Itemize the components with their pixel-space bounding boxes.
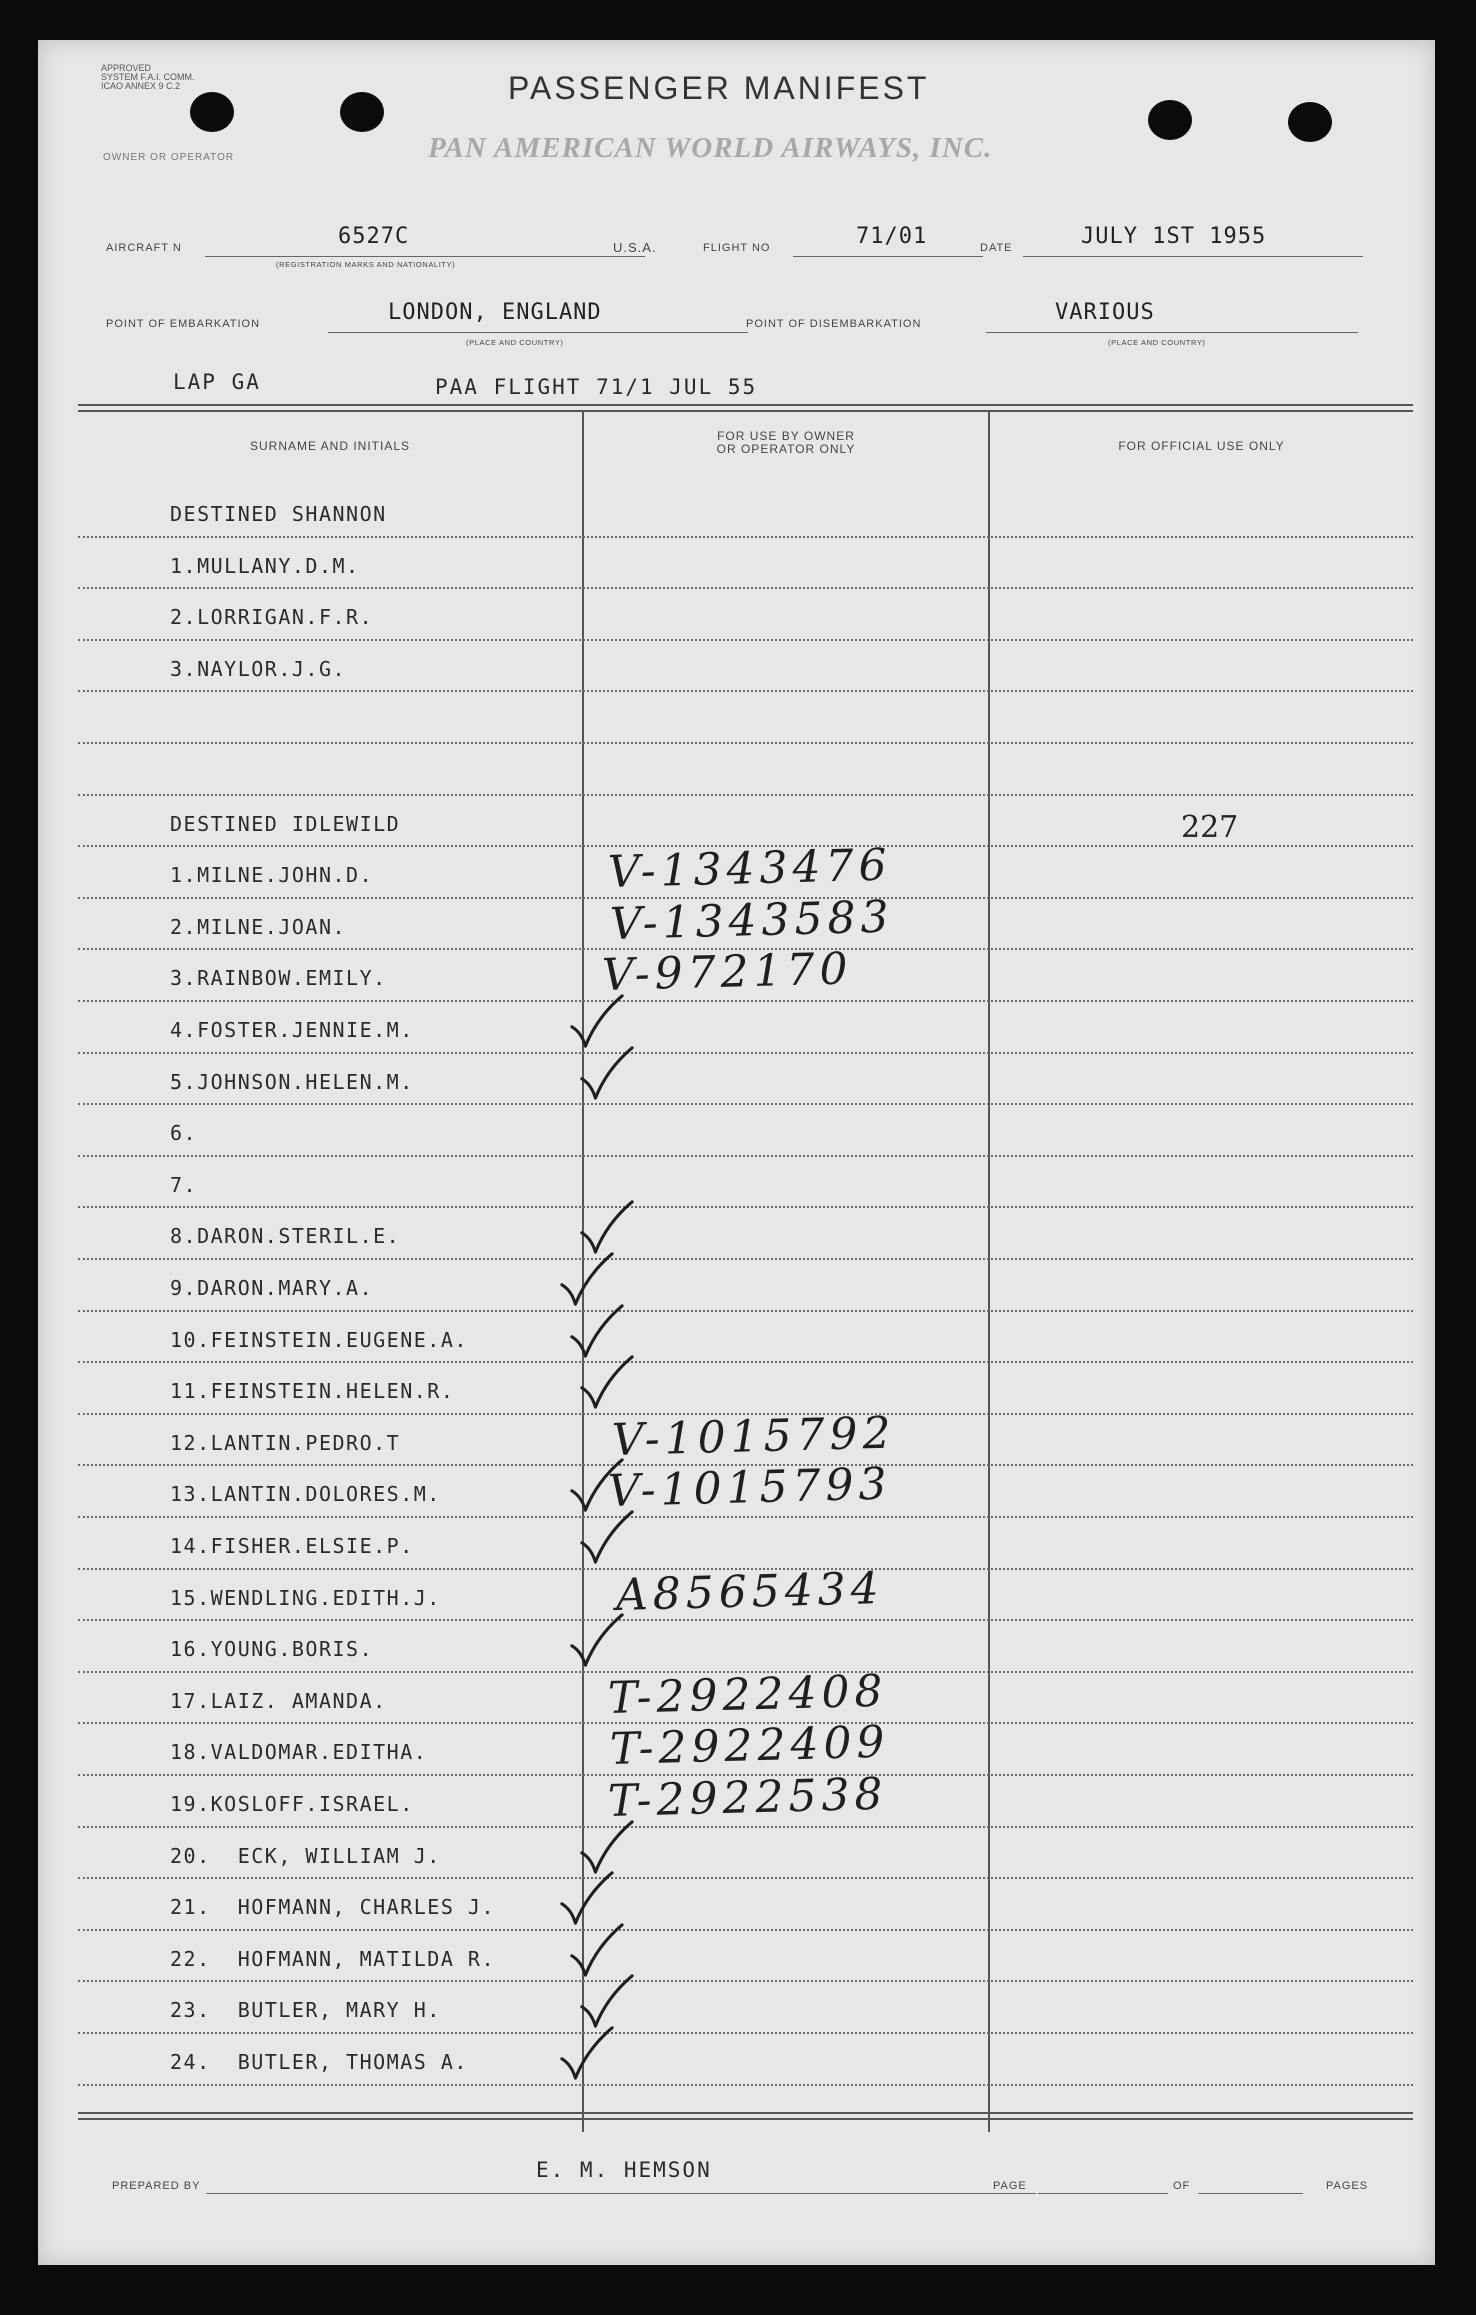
passenger-name: 17.LAIZ. AMANDA. xyxy=(170,1688,387,1713)
aircraft-number: 6527C xyxy=(338,224,410,249)
pages-label: PAGES xyxy=(1326,2180,1369,2192)
row-divider xyxy=(78,2032,1413,2034)
row-divider xyxy=(78,1516,1413,1518)
approval-stamp xyxy=(101,64,195,91)
prepared-by-value: E. M. HEMSON xyxy=(536,2158,712,2182)
embarkation-value: LONDON, ENGLAND xyxy=(388,300,602,325)
row-divider xyxy=(78,1000,1413,1002)
check-mark-icon xyxy=(578,1508,636,1566)
flight-note-right: PAA FLIGHT 71/1 JUL 55 xyxy=(435,375,758,399)
check-mark-icon xyxy=(578,1198,636,1256)
stamp-line: APPROVED xyxy=(101,63,152,73)
check-mark-icon xyxy=(558,2024,616,2082)
handwritten-document-number: T-2922408 xyxy=(607,1665,889,1724)
passenger-name: 16.YOUNG.BORIS. xyxy=(170,1637,374,1662)
row-divider xyxy=(78,1206,1413,1208)
passenger-name: 2.LORRIGAN.F.R. xyxy=(170,605,374,630)
check-mark-icon xyxy=(558,1250,616,1308)
embarkation-label: POINT OF EMBARKATION xyxy=(106,318,261,330)
check-mark-icon xyxy=(568,1611,626,1669)
check-mark-icon xyxy=(568,992,626,1050)
destination-heading: DESTINED IDLEWILD xyxy=(170,811,401,836)
passenger-name: 23. BUTLER, MARY H. xyxy=(170,1998,441,2023)
column-header-official: FOR OFFICIAL USE ONLY xyxy=(1118,439,1285,453)
flight-label: FLIGHT NO xyxy=(703,242,771,254)
passenger-name: 20. ECK, WILLIAM J. xyxy=(170,1843,441,1868)
page-title: PASSENGER MANIFEST xyxy=(508,70,930,106)
passenger-name: 7. xyxy=(170,1172,198,1197)
disembarkation-label: POINT OF DISEMBARKATION xyxy=(746,318,922,330)
row-divider xyxy=(78,1258,1413,1260)
passenger-name: 3.RAINBOW.EMILY. xyxy=(170,966,387,991)
passenger-name: 9.DARON.MARY.A. xyxy=(170,1276,374,1300)
check-mark-icon xyxy=(578,1044,636,1102)
passenger-name: 15.WENDLING.EDITH.J. xyxy=(170,1585,441,1610)
punch-hole xyxy=(1288,102,1332,142)
owner-label: OWNER OR OPERATOR xyxy=(103,152,235,163)
passenger-name: 5.JOHNSON.HELEN.M. xyxy=(170,1069,414,1094)
stamp-line: SYSTEM F.A.I. COMM. xyxy=(101,72,195,82)
row-divider xyxy=(78,587,1413,589)
check-mark-icon xyxy=(568,1302,626,1360)
flight-number: 71/01 xyxy=(856,224,928,249)
passenger-name: 22. HOFMANN, MATILDA R. xyxy=(170,1946,495,1971)
of-label: OF xyxy=(1173,2180,1191,2192)
row-divider xyxy=(78,1052,1413,1054)
handwritten-document-number: V-972170 xyxy=(601,943,854,1002)
row-divider xyxy=(78,1877,1413,1879)
stamp-line: ICAO ANNEX 9 C.2 xyxy=(101,81,181,91)
punch-hole xyxy=(1148,100,1192,140)
aircraft-sublabel: (REGISTRATION MARKS AND NATIONALITY) xyxy=(276,260,456,269)
passenger-name: 10.FEINSTEIN.EUGENE.A. xyxy=(170,1327,468,1352)
date-label: DATE xyxy=(980,242,1013,254)
passenger-name: 13.LANTIN.DOLORES.M. xyxy=(170,1482,441,1507)
handwritten-document-number: V-1343583 xyxy=(609,891,895,950)
handwritten-document-number: V-1343476 xyxy=(607,839,893,899)
passenger-name: 4.FOSTER.JENNIE.M. xyxy=(170,1018,414,1042)
embarkation-sublabel: (PLACE AND COUNTRY) xyxy=(466,338,564,347)
row-divider xyxy=(78,794,1413,796)
passenger-name: 24. BUTLER, THOMAS A. xyxy=(170,2050,468,2074)
disembarkation-value: VARIOUS xyxy=(1055,300,1155,325)
check-mark-icon xyxy=(578,1972,636,2030)
row-divider xyxy=(78,1929,1413,1931)
passenger-name: 14.FISHER.ELSIE.P. xyxy=(170,1534,414,1558)
passenger-name: 18.VALDOMAR.EDITHA. xyxy=(170,1740,428,1765)
row-divider xyxy=(78,742,1413,744)
destination-heading: DESTINED SHANNON xyxy=(170,502,387,526)
official-note: 227 xyxy=(1181,810,1239,845)
aircraft-label: AIRCRAFT N xyxy=(106,242,182,254)
handwritten-document-number: A8565434 xyxy=(615,1562,885,1621)
passenger-name: 8.DARON.STERIL.E. xyxy=(170,1224,401,1249)
check-mark-icon xyxy=(578,1818,636,1876)
passenger-name: 6. xyxy=(170,1121,198,1146)
passenger-name: 21. HOFMANN, CHARLES J. xyxy=(170,1895,495,1920)
passenger-name: 11.FEINSTEIN.HELEN.R. xyxy=(170,1379,455,1404)
check-mark-icon xyxy=(568,1456,626,1514)
check-mark-icon xyxy=(568,1921,626,1979)
handwritten-document-number: V-1015792 xyxy=(611,1407,897,1466)
row-divider xyxy=(78,2084,1413,2086)
flight-date: JULY 1ST 1955 xyxy=(1081,224,1267,249)
row-divider xyxy=(78,1155,1413,1157)
row-divider xyxy=(78,1980,1413,1982)
handwritten-document-number: T-2922409 xyxy=(609,1717,891,1776)
row-divider xyxy=(78,639,1413,641)
owner-value: PAN AMERICAN WORLD AIRWAYS, INC. xyxy=(428,132,993,164)
row-divider xyxy=(78,1103,1413,1105)
aircraft-country: U.S.A. xyxy=(613,240,657,255)
column-header-owner-use: FOR USE BY OWNER OR OPERATOR ONLY xyxy=(716,429,856,456)
punch-hole xyxy=(340,92,384,132)
handwritten-document-number: V-1015793 xyxy=(607,1458,893,1518)
passenger-name: 12.LANTIN.PEDRO.T xyxy=(170,1430,401,1455)
passenger-name: 3.NAYLOR.J.G. xyxy=(170,656,347,681)
handwritten-document-number: T-2922538 xyxy=(607,1768,889,1827)
check-mark-icon xyxy=(578,1353,636,1411)
passenger-name: 2.MILNE.JOAN. xyxy=(170,914,347,939)
row-divider xyxy=(78,1826,1413,1828)
row-divider xyxy=(78,1361,1413,1363)
page-label: PAGE xyxy=(993,2180,1027,2192)
passenger-name: 1.MULLANY.D.M. xyxy=(170,553,360,578)
punch-hole xyxy=(190,92,234,132)
passenger-name: 19.KOSLOFF.ISRAEL. xyxy=(170,1792,414,1816)
prepared-by-label: PREPARED BY xyxy=(112,2180,201,2192)
row-divider xyxy=(78,536,1413,538)
disembarkation-sublabel: (PLACE AND COUNTRY) xyxy=(1108,338,1206,347)
row-divider xyxy=(78,690,1413,692)
row-divider xyxy=(78,1310,1413,1312)
column-header-surname: SURNAME AND INITIALS xyxy=(249,439,411,453)
passenger-name: 1.MILNE.JOHN.D. xyxy=(170,863,374,888)
manifest-sheet xyxy=(38,40,1435,2265)
check-mark-icon xyxy=(558,1869,616,1927)
row-divider xyxy=(78,1619,1413,1621)
flight-note-left: LAP GA xyxy=(173,370,261,394)
